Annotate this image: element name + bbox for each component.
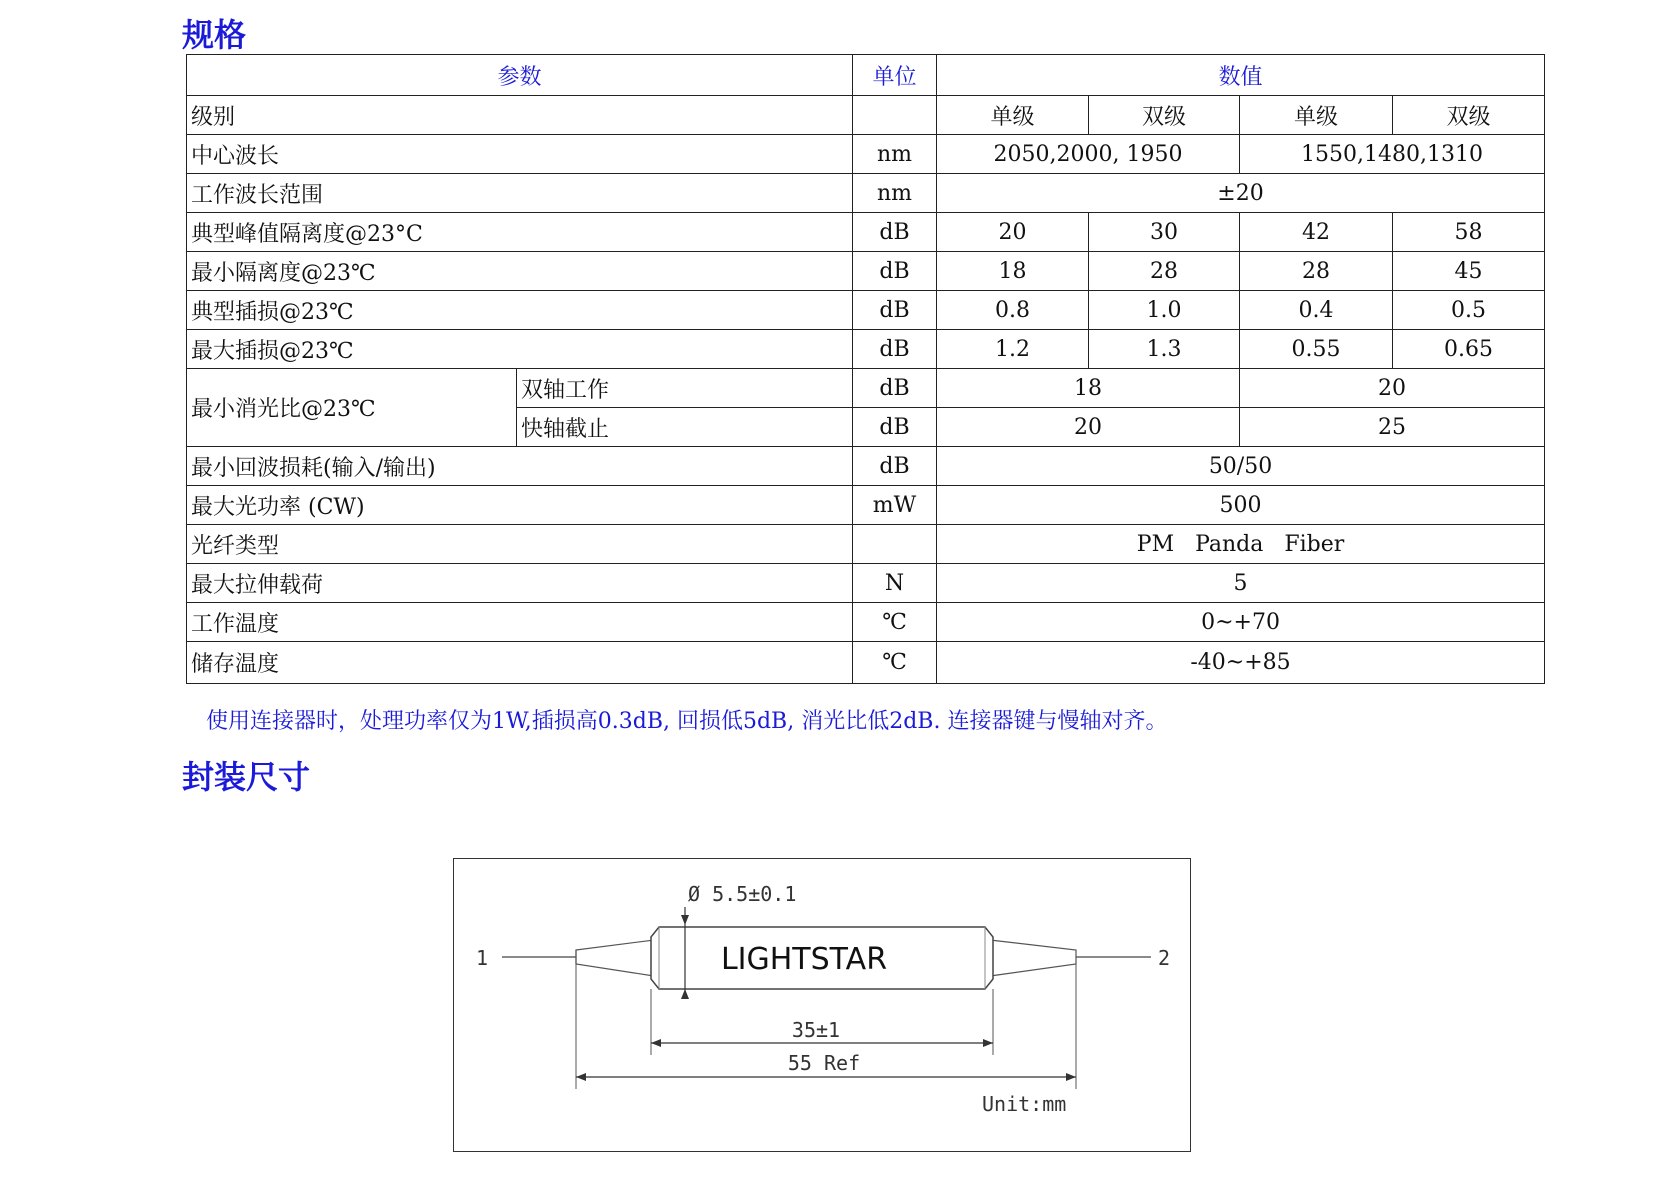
typ-iso-2: 30 — [1089, 213, 1240, 252]
header-value: 数值 — [937, 55, 1545, 96]
table-row-er-1 — [187, 369, 1545, 408]
min-iso-label: 最小隔离度@23℃ — [187, 252, 853, 291]
typ-il-label: 典型插损@23℃ — [187, 291, 853, 330]
er-sub1-value-1: 18 — [937, 369, 1240, 408]
st-temp-label: 储存温度 — [187, 642, 853, 684]
range-unit: nm — [853, 174, 937, 213]
er-sub2-value-2: 25 — [1240, 408, 1545, 447]
brand-label: LIGHTSTAR — [720, 942, 888, 977]
rl-label: 最小回波损耗(输入/输出) — [187, 447, 853, 486]
max-il-2: 1.3 — [1089, 330, 1240, 369]
st-temp-unit: ℃ — [853, 642, 937, 684]
port-2-label: 2 — [1157, 946, 1171, 970]
max-il-1: 1.2 — [937, 330, 1089, 369]
er-sub1-unit: dB — [853, 369, 937, 408]
wavelength-label: 中心波长 — [187, 135, 853, 174]
power-label: 最大光功率 (CW) — [187, 486, 853, 525]
typ-il-unit: dB — [853, 291, 937, 330]
er-sub2-unit: dB — [853, 408, 937, 447]
table-row-typ-isolation — [187, 213, 1545, 252]
min-iso-2: 28 — [1089, 252, 1240, 291]
typ-iso-4: 58 — [1393, 213, 1545, 252]
total-length-label: 55 Ref — [787, 1051, 861, 1075]
table-row-power — [187, 486, 1545, 525]
range-value: ±20 — [937, 174, 1545, 213]
tensile-value: 5 — [937, 564, 1545, 603]
connector-note: 使用连接器时，处理功率仅为1W,插损高0.3dB, 回损低5dB, 消光比低2dB. 连接器键与慢轴对齐。 — [206, 709, 1168, 734]
table-row-return-loss — [187, 447, 1545, 486]
package-section-title: 封装尺寸 — [182, 758, 311, 796]
table-header-row — [187, 55, 1545, 96]
typ-iso-3: 42 — [1240, 213, 1393, 252]
right-boot — [990, 940, 1076, 976]
wavelength-value-1: 2050,2000, 1950 — [937, 135, 1240, 174]
er-label: 最小消光比@23℃ — [187, 369, 517, 447]
power-value: 500 — [937, 486, 1545, 525]
typ-il-4: 0.5 — [1393, 291, 1545, 330]
max-il-3: 0.55 — [1240, 330, 1393, 369]
wavelength-value-2: 1550,1480,1310 — [1240, 135, 1545, 174]
package-drawing — [453, 858, 1191, 1152]
op-temp-value: 0~+70 — [937, 603, 1545, 642]
table-row-st-temp — [187, 642, 1545, 684]
max-il-label: 最大插损@23℃ — [187, 330, 853, 369]
grade-1: 单级 — [937, 96, 1089, 135]
table-row-grade — [187, 96, 1545, 135]
wavelength-unit: nm — [853, 135, 937, 174]
table-row-wavelength — [187, 135, 1545, 174]
table-row-fiber — [187, 525, 1545, 564]
fiber-unit — [853, 525, 937, 564]
tensile-label: 最大拉伸载荷 — [187, 564, 853, 603]
left-boot — [576, 940, 654, 976]
er-sub2-label: 快轴截止 — [517, 408, 853, 447]
rl-unit: dB — [853, 447, 937, 486]
rl-value: 50/50 — [937, 447, 1545, 486]
spec-table — [186, 54, 1545, 684]
table-row-typ-il — [187, 291, 1545, 330]
table-row-min-isolation — [187, 252, 1545, 291]
package-drawing-svg — [454, 859, 1192, 1153]
grade-4: 双级 — [1393, 96, 1545, 135]
op-temp-unit: ℃ — [853, 603, 937, 642]
tensile-unit: N — [853, 564, 937, 603]
grade-2: 双级 — [1089, 96, 1240, 135]
table-row-range — [187, 174, 1545, 213]
power-unit: mW — [853, 486, 937, 525]
st-temp-value: -40~+85 — [937, 642, 1545, 684]
header-param: 参数 — [187, 55, 853, 96]
header-unit: 单位 — [853, 55, 937, 96]
typ-il-1: 0.8 — [937, 291, 1089, 330]
diameter-label: Ø 5.5±0.1 — [688, 882, 797, 906]
typ-iso-label: 典型峰值隔离度@23°C — [187, 213, 853, 252]
min-iso-1: 18 — [937, 252, 1089, 291]
op-temp-label: 工作温度 — [187, 603, 853, 642]
grade-label: 级别 — [187, 96, 853, 135]
typ-il-2: 1.0 — [1089, 291, 1240, 330]
min-iso-3: 28 — [1240, 252, 1393, 291]
unit-label: Unit:mm — [982, 1092, 1067, 1116]
spec-section-title: 规格 — [182, 16, 247, 54]
grade-unit — [853, 96, 937, 135]
port-1-label: 1 — [475, 946, 489, 970]
table-row-tensile — [187, 564, 1545, 603]
min-iso-4: 45 — [1393, 252, 1545, 291]
fiber-label: 光纤类型 — [187, 525, 853, 564]
er-sub1-value-2: 20 — [1240, 369, 1545, 408]
range-label: 工作波长范围 — [187, 174, 853, 213]
typ-iso-1: 20 — [937, 213, 1089, 252]
er-sub1-label: 双轴工作 — [517, 369, 853, 408]
max-il-unit: dB — [853, 330, 937, 369]
typ-il-3: 0.4 — [1240, 291, 1393, 330]
max-il-4: 0.65 — [1393, 330, 1545, 369]
table-row-op-temp — [187, 603, 1545, 642]
min-iso-unit: dB — [853, 252, 937, 291]
table-row-max-il — [187, 330, 1545, 369]
typ-iso-unit: dB — [853, 213, 937, 252]
er-sub2-value-1: 20 — [937, 408, 1240, 447]
fiber-value: PM Panda Fiber — [937, 525, 1545, 564]
grade-3: 单级 — [1240, 96, 1393, 135]
body-length-label: 35±1 — [791, 1018, 841, 1042]
